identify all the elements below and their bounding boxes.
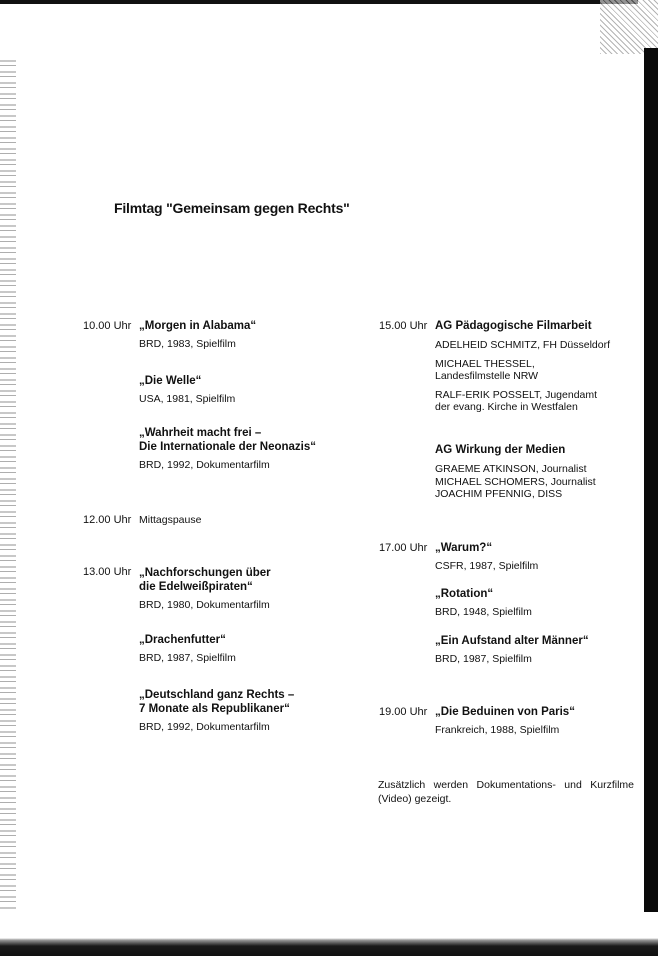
film-meta: BRD, 1980, Dokumentarfilm — [139, 599, 270, 611]
film-title-line: die Edelweißpiraten“ — [139, 581, 253, 593]
film-entry — [139, 319, 256, 351]
film-meta: CSFR, 1987, Spielfilm — [435, 560, 539, 572]
film-meta: BRD, 1987, Spielfilm — [435, 653, 532, 665]
film-title: „Die Welle“ — [139, 375, 202, 387]
time-slot-1300: 13.00 Uhr — [83, 566, 132, 578]
break-label: Mittagspause — [139, 514, 202, 526]
person-line: GRAEME ATKINSON, Journalist — [435, 463, 587, 475]
film-entry — [139, 688, 294, 734]
page-title: Filmtag "Gemeinsam gegen Rechts" — [114, 200, 350, 216]
time-slot-1200: 12.00 Uhr — [83, 514, 132, 526]
time-slot-1700: 17.00 Uhr — [379, 542, 428, 554]
film-meta: BRD, 1987, Spielfilm — [139, 652, 236, 664]
film-title: „Die Beduinen von Paris“ — [435, 706, 575, 718]
scan-noise-left — [0, 60, 16, 930]
time-slot-1000: 10.00 Uhr — [83, 320, 132, 332]
film-title-line: Die Internationale der Neonazis“ — [139, 441, 317, 453]
film-entry — [139, 426, 316, 472]
workshop-group — [435, 443, 596, 501]
person-line: RALF-ERIK POSSELT, Jugendamt — [435, 388, 598, 401]
film-entry — [435, 541, 538, 573]
film-entry — [435, 634, 589, 666]
film-meta: USA, 1981, Spielfilm — [139, 393, 236, 405]
scan-border-top — [0, 0, 658, 4]
film-title-line: „Wahrheit macht frei – — [139, 427, 262, 439]
person-line: MICHAEL SCHOMERS, Journalist — [435, 475, 596, 488]
film-meta: BRD, 1983, Spielfilm — [139, 338, 236, 350]
time-slot-1900: 19.00 Uhr — [379, 706, 428, 718]
film-entry — [139, 566, 271, 612]
scan-border-right — [644, 48, 658, 918]
person-line: Landesfilmstelle NRW — [435, 370, 539, 382]
time-slot-1500: 15.00 Uhr — [379, 320, 428, 332]
film-title-line: 7 Monate als Republikaner“ — [139, 703, 290, 715]
scan-border-bottom — [0, 912, 658, 956]
film-entry — [139, 633, 236, 665]
film-meta: Frankreich, 1988, Spielfilm — [435, 724, 560, 736]
person-line: ADELHEID SCHMITZ, FH Düsseldorf — [435, 339, 611, 351]
film-title: „Rotation“ — [435, 588, 494, 600]
film-title: „Drachenfutter“ — [139, 634, 226, 646]
film-meta: BRD, 1992, Dokumentarfilm — [139, 721, 270, 733]
film-entry — [435, 587, 532, 619]
film-title-line: „Nachforschungen über — [139, 567, 271, 579]
workshop-group — [435, 319, 610, 414]
film-entry — [139, 374, 235, 406]
film-meta: BRD, 1992, Dokumentarfilm — [139, 459, 270, 471]
film-entry — [435, 705, 575, 737]
film-title: „Warum?“ — [435, 542, 493, 554]
footnote: Zusätzlich werden Dokumentations- und Kurzfilme (Video) gezeigt. — [378, 779, 634, 805]
film-meta: BRD, 1948, Spielfilm — [435, 606, 532, 618]
film-title: „Ein Aufstand alter Männer“ — [435, 635, 589, 647]
person-line: MICHAEL THESSEL, — [435, 357, 535, 370]
film-title-line: „Deutschland ganz Rechts – — [139, 689, 295, 701]
workshop-title: AG Wirkung der Medien — [435, 444, 566, 456]
scan-noise-top-right — [600, 0, 658, 54]
film-title: „Morgen in Alabama“ — [139, 320, 257, 332]
person-line: der evang. Kirche in Westfalen — [435, 401, 578, 413]
workshop-title: AG Pädagogische Filmarbeit — [435, 320, 592, 332]
person-line: JOACHIM PFENNIG, DISS — [435, 488, 563, 500]
